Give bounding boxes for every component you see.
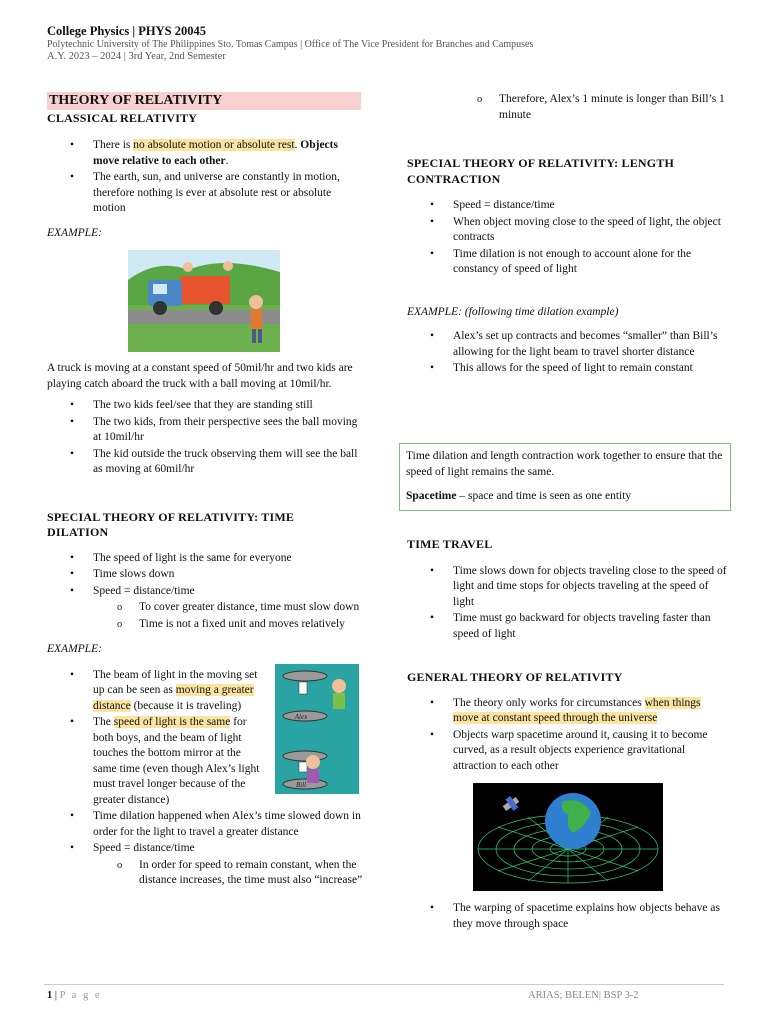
general-list-2 — [407, 901, 727, 932]
list-item: • The earth, sun, and universe are constantly in motion, therefore nothing is ever at absolute rest or absolute motion — [47, 170, 365, 217]
page-number: 1 — [47, 990, 53, 1001]
sub-list-item: o To cover greater distance, time must slow down — [47, 600, 365, 616]
highlight: no absolute motion or absolute rest — [133, 139, 295, 151]
time-dilation-title: SPECIAL THEORY OF RELATIVITY: TIME DILATION — [47, 509, 295, 539]
list-item: • When object moving close to the speed of light, the object contracts — [407, 215, 727, 246]
page-separator: | — [52, 990, 60, 1001]
mirror-clock-illustration — [275, 664, 359, 794]
list-item: • Alex’s set up contracts and becomes “smaller” than Bill’s allowing for the light beam to travel shorter distance — [407, 329, 727, 360]
truck-illustration — [128, 250, 280, 352]
list-item: • The two kids, from their perspective sees the ball moving at 10mil/hr — [47, 415, 365, 446]
truck-paragraph: A truck is moving at a constant speed of 50mil/hr and two kids are playing catch aboard the truck with a ball moving at 10mil/hr. — [47, 362, 353, 390]
list-item: • Time dilation happened when Alex’s time slowed down in order for the light to travel a greater distance — [47, 809, 365, 840]
text: The — [93, 716, 114, 728]
list-item: • Objects warp spacetime around it, causing it to become curved, as a result objects experience gravitational attraction to each other — [407, 728, 727, 775]
university-line: Polytechnic University of The Philippines Sto. Tomas Campus | Office of The Vice President for Branches and Campuses — [47, 39, 534, 50]
general-list — [407, 696, 727, 775]
list-item: • The speed of light is the same for everyone — [47, 551, 365, 567]
example-label: EXAMPLE: — [47, 643, 102, 655]
text: There is — [93, 139, 134, 151]
course-title: College Physics | PHYS 20045 — [47, 24, 206, 38]
list-item — [407, 696, 727, 727]
example-label: EXAMPLE: — [47, 226, 102, 239]
text: . — [225, 154, 229, 167]
list-item: • Time dilation is not enough to account alone for the constancy of speed of light — [407, 247, 727, 278]
list-item: • The warping of spacetime explains how objects behave as they move through space — [407, 901, 727, 932]
classical-title: CLASSICAL RELATIVITY — [47, 110, 198, 125]
left-column — [47, 92, 365, 890]
length-example-list — [407, 329, 727, 377]
list-item — [47, 138, 365, 169]
classical-list — [47, 138, 365, 217]
text: The beam of light in the moving set up can be seen as — [93, 668, 258, 696]
text: The theory only works for circumstances — [453, 696, 645, 709]
list-item: • Time slows down for objects traveling close to the speed of light and time stops for objects traveling at the speed of light — [407, 564, 727, 611]
dilation-example-list — [47, 668, 262, 809]
list-item: • Speed = distance/time — [407, 198, 727, 214]
authors: ARIAS; BELEN| BSP 3-2 — [528, 990, 639, 1001]
img-label-alex: Alex — [294, 712, 308, 721]
list-item: • The two kids feel/see that they are standing still — [47, 398, 365, 414]
general-relativity-title: GENERAL THEORY OF RELATIVITY — [407, 670, 623, 684]
spacetime-grid-illustration — [473, 783, 663, 891]
truck-list — [47, 398, 365, 478]
list-item: • Speed = distance/time — [47, 841, 365, 857]
term: Spacetime — [406, 490, 457, 502]
text: for both boys, and the beam of light touches the bottom mirror at the same time (even though Alex’s light must travel longer because of the greater distance) — [93, 716, 260, 806]
sub-list-item: o Time is not a fixed unit and moves relatively — [47, 617, 365, 633]
bold-text: Objects move relative to each other — [93, 139, 338, 167]
page-word: P a g e — [59, 990, 102, 1001]
footer-divider — [44, 984, 724, 985]
academic-year: A.Y. 2023 – 2024 | 3rd Year, 2nd Semester — [47, 51, 226, 62]
list-item: • The kid outside the truck observing them will see the ball as moving at 60mil/hr — [47, 447, 365, 478]
time-travel-list — [407, 564, 727, 643]
highlight: when things move at constant speed through the universe — [453, 696, 701, 724]
list-item — [47, 715, 262, 808]
carryover-list — [407, 92, 727, 123]
text: – space and time is seen as one entity — [456, 490, 632, 502]
highlight: speed of light is the same — [113, 716, 231, 728]
highlight: moving a greater distance — [93, 684, 254, 712]
spacetime-box — [399, 443, 731, 511]
time-dilation-list — [47, 551, 365, 633]
list-item: • Time must go backward for objects traveling faster than speed of light — [407, 611, 727, 642]
sub-list-item: o Therefore, Alex’s 1 minute is longer than Bill’s 1 minute — [407, 92, 727, 123]
length-contraction-title: SPECIAL THEORY OF RELATIVITY: LENGTH CONTRACTION — [407, 156, 675, 186]
spacetime-def — [406, 489, 724, 505]
text: . — [294, 139, 298, 151]
sub-list-item: o In order for speed to remain constant, when the distance increases, the time must also “increase” — [47, 858, 365, 889]
example-label: EXAMPLE: (following time dilation example) — [407, 305, 619, 318]
page-footer — [47, 988, 102, 1004]
list-item: • This allows for the speed of light to remain constant — [407, 361, 727, 377]
box-text: Time dilation and length contraction work together to ensure that the speed of light remains the same. — [406, 450, 723, 478]
right-column-lower — [407, 537, 727, 933]
dilation-example-list-2 — [47, 809, 365, 889]
right-column — [407, 92, 727, 378]
list-item: • Speed = distance/time — [47, 584, 365, 600]
text: (because it is traveling) — [130, 699, 242, 712]
length-list — [407, 198, 727, 278]
list-item: • Time slows down — [47, 567, 365, 583]
list-item — [47, 668, 262, 715]
img-label-bill: Bill — [295, 780, 307, 789]
time-travel-title: TIME TRAVEL — [407, 537, 493, 551]
main-title: THEORY OF RELATIVITY — [47, 92, 361, 110]
